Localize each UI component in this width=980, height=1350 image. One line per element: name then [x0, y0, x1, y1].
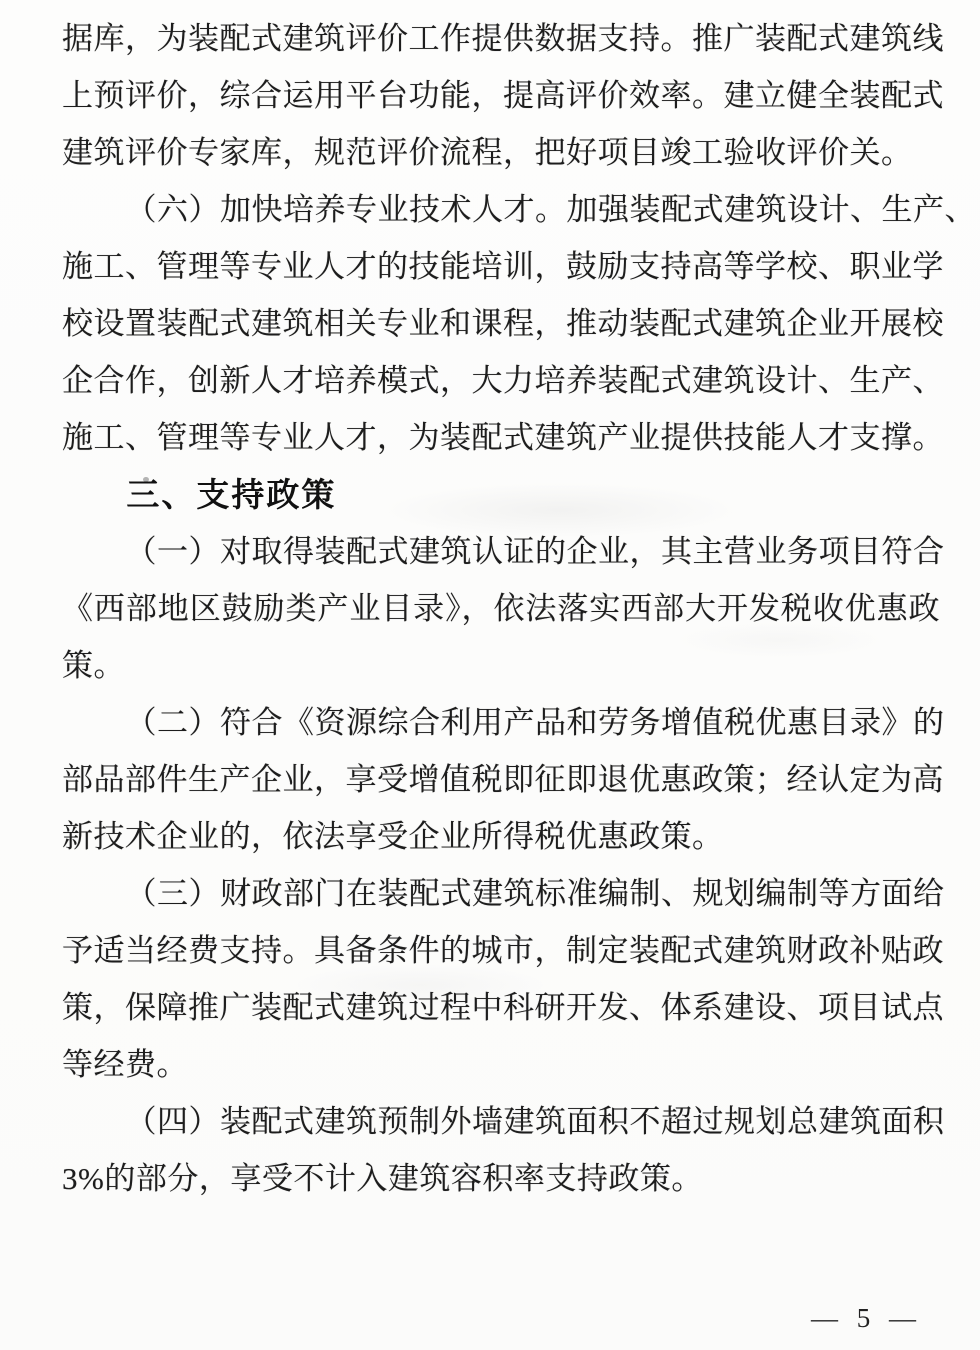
- text-line: 建筑评价专家库，规范评价流程，把好项目竣工验收评价关。: [62, 135, 913, 170]
- text-line: 校设置装配式建筑相关专业和课程，推动装配式建筑企业开展校: [62, 306, 944, 341]
- text-line: （四）装配式建筑预制外墙建筑面积不超过规划总建筑面积: [125, 1104, 945, 1139]
- text-line: 3%的部分，享受不计入建筑容积率支持政策。: [62, 1161, 703, 1196]
- text-line: 策。: [62, 648, 125, 683]
- text-line: 新技术企业的，依法享受企业所得税优惠政策。: [62, 819, 724, 854]
- text-line: 据库，为装配式建筑评价工作提供数据支持。推广装配式建筑线: [62, 21, 944, 56]
- text-line: 施工、管理等专业人才的技能培训，鼓励支持高等学校、职业学: [62, 249, 944, 284]
- text-line: 《西部地区鼓励类产业目录》，依法落实西部大开发税收优惠政: [62, 591, 940, 626]
- text-line: 上预评价，综合运用平台功能，提高评价效率。建立健全装配式: [62, 78, 944, 113]
- text-line: 予适当经费支持。具备条件的城市，制定装配式建筑财政补贴政: [62, 933, 944, 968]
- page-number: — 5 —: [811, 1303, 922, 1333]
- text-line: 策，保障推广装配式建筑过程中科研开发、体系建设、项目试点: [62, 990, 944, 1025]
- text-line: 等经费。: [62, 1047, 188, 1082]
- text-line: 部品部件生产企业，享受增值税即征即退优惠政策；经认定为高: [62, 762, 944, 797]
- document-body: [62, 10, 977, 1207]
- text-line: （二）符合《资源综合利用产品和劳务增值税优惠目录》的: [125, 705, 945, 740]
- text-line: （三）财政部门在装配式建筑标准编制、规划编制等方面给: [125, 876, 945, 911]
- text-line: 施工、管理等专业人才，为装配式建筑产业提供技能人才支撑。: [62, 420, 944, 455]
- text-line: （六）加快培养专业技术人才。加强装配式建筑设计、生产、: [125, 192, 977, 227]
- text-line: 企合作，创新人才培养模式，大力培养装配式建筑设计、生产、: [62, 363, 944, 398]
- section-heading: 三、支持政策: [126, 476, 337, 513]
- text-line: （一）对取得装配式建筑认证的企业，其主营业务项目符合: [125, 534, 945, 569]
